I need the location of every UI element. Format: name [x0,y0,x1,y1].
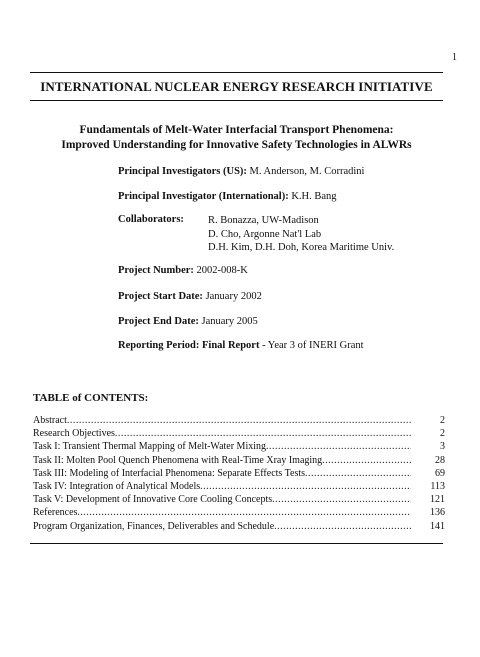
toc-entry-label: Task III: Modeling of Interfacial Phenomena: Separate Effects Tests [33,467,306,479]
initiative-heading: INTERNATIONAL NUCLEAR ENERGY RESEARCH INITIATIVE [40,79,433,94]
reporting-period-bold: Final Report [202,340,260,351]
toc-entry-label: Abstract [33,415,67,426]
collaborators-list [208,214,394,255]
top-rule [30,72,443,73]
toc-leader-dots [274,520,411,533]
toc-entry-task-1[interactable] [33,440,445,453]
toc-entry-page: 113 [430,480,445,492]
project-end-label: Project End Date: [118,316,199,327]
project-end [118,316,258,327]
project-number-value: 2002-008-K [196,265,248,276]
toc-entry-page: 2 [440,415,445,426]
toc-entry-program-organization[interactable] [33,520,445,533]
pi-intl-value: K.H. Bang [291,191,337,202]
toc-entry-page: 141 [430,520,445,532]
project-start-value: January 2002 [205,291,262,302]
toc-entry-page: 2 [440,428,445,440]
toc-entry-label: Task I: Transient Thermal Mapping of Melt-Water Mixing [33,441,266,453]
report-title [30,123,443,153]
report-title-line-1: Fundamentals of Melt-Water Interfacial Transport Phenomena: [79,124,394,136]
project-end-value: January 2005 [201,316,258,327]
toc-entry-task-5[interactable] [33,493,445,506]
toc-leader-dots [322,454,411,467]
collaborators-label: Collaborators: [118,214,184,225]
toc-leader-dots [200,480,411,493]
table-of-contents [33,414,445,533]
toc-entry-label: Program Organization, Finances, Deliverables and Schedule [33,520,275,532]
pi-intl-label: Principal Investigator (International): [118,191,289,202]
pi-us-value: M. Anderson, M. Corradini [249,166,365,177]
toc-leader-dots [115,427,411,440]
toc-entry-task-2[interactable] [33,454,445,467]
project-number [118,265,248,276]
collaborator: D. Cho, Argonne Nat'l Lab [208,228,322,240]
page-number: 1 [452,52,457,63]
reporting-period [118,340,364,351]
bottom-rule [30,543,443,544]
report-title-line-2: Improved Understanding for Innovative Safety Technologies in ALWRs [61,139,412,151]
project-start [118,291,262,302]
toc-entry-page: 136 [430,507,445,519]
toc-entry-page: 69 [435,467,445,479]
collaborator: D.H. Kim, D.H. Doh, Korea Maritime Univ. [208,242,395,253]
toc-entry-page: 3 [440,441,445,453]
toc-leader-dots [272,493,411,506]
reporting-period-rest: - Year 3 of INERI Grant [262,340,364,351]
project-start-label: Project Start Date: [118,291,203,302]
toc-entry-label: References [33,507,78,519]
project-number-label: Project Number: [118,265,194,276]
toc-entry-abstract[interactable] [33,414,445,427]
pi-intl [118,191,337,202]
toc-entry-research-objectives[interactable] [33,427,445,440]
toc-leader-dots [305,467,411,480]
toc-entry-page: 121 [430,494,445,506]
toc-leader-dots [77,506,411,519]
toc-entry-task-4[interactable] [33,480,445,493]
toc-entry-task-3[interactable] [33,467,445,480]
pi-us [118,166,364,177]
toc-leader-dots [266,440,411,453]
toc-entry-page: 28 [435,454,445,466]
header-rule [30,100,443,101]
pi-us-label: Principal Investigators (US): [118,166,247,177]
toc-entry-label: Task II: Molten Pool Quench Phenomena with Real-Time Xray Imaging [33,454,323,466]
toc-entry-label: Task V: Development of Innovative Core Cooling Concepts [33,494,273,506]
toc-heading: TABLE of CONTENTS: [33,392,149,404]
toc-leader-dots [67,414,411,427]
toc-entry-label: Research Objectives [33,428,115,440]
reporting-period-label: Reporting Period: [118,340,200,351]
toc-entry-label: Task IV: Integration of Analytical Models [33,480,201,492]
collaborator: R. Bonazza, UW-Madison [208,215,319,226]
toc-entry-references[interactable] [33,506,445,519]
